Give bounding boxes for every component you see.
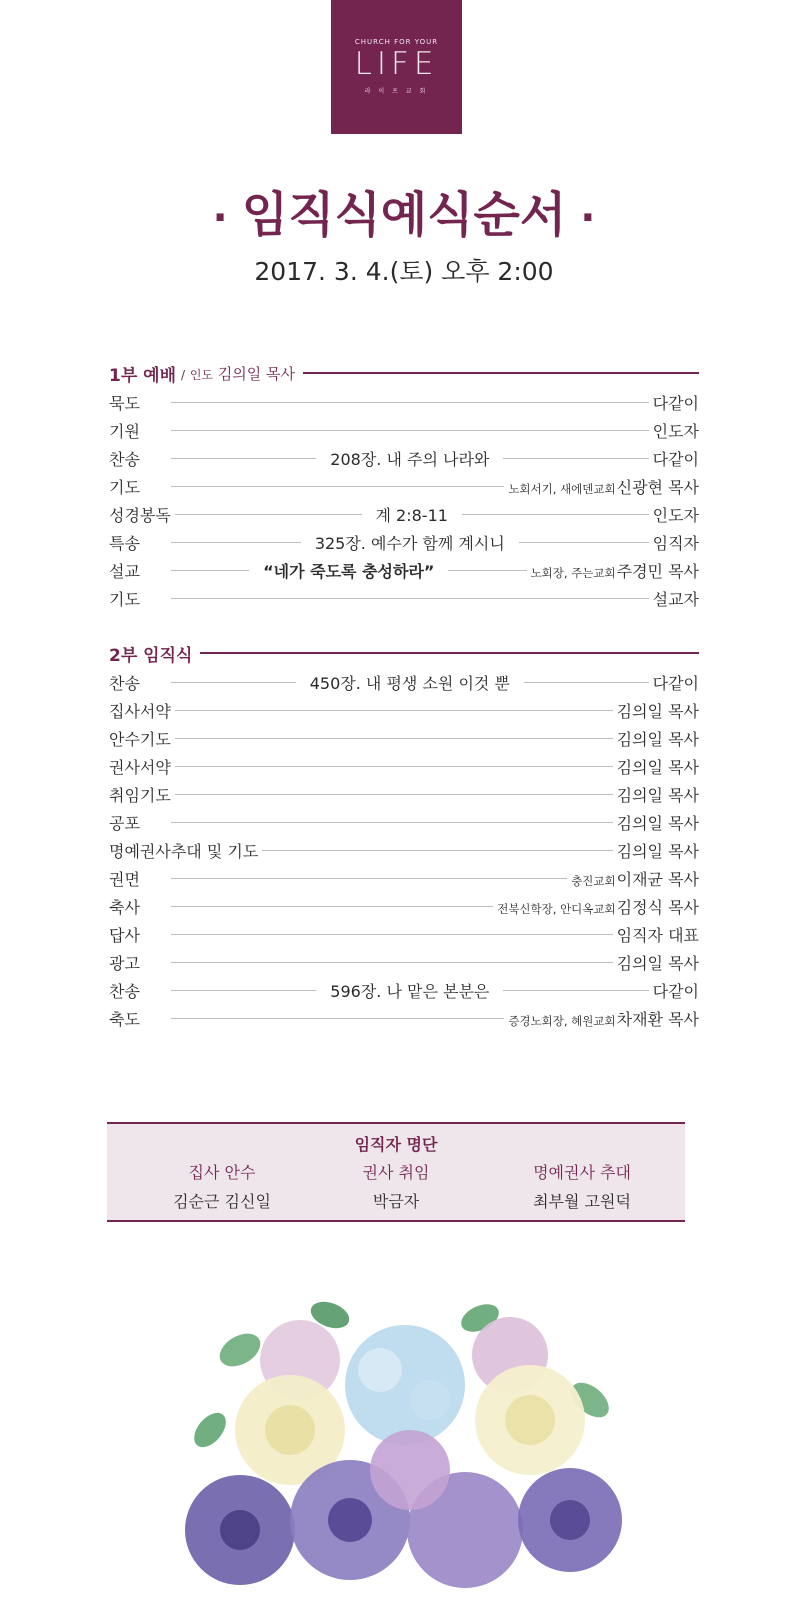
program-row	[109, 752, 699, 780]
dotted-leader	[448, 570, 526, 571]
dotted-leader	[171, 822, 613, 823]
row-person-name: 임직자 대표	[616, 925, 699, 945]
dotted-leader	[171, 906, 493, 907]
program-row	[109, 668, 699, 696]
row-label: 집사서약	[109, 701, 171, 721]
row-detail: 계 2:8-11	[375, 505, 448, 525]
row-person	[617, 839, 699, 862]
row-detail: 325장. 예수가 함께 계시니	[314, 533, 505, 553]
row-detail: 450장. 내 평생 소원 이것 뿐	[309, 673, 510, 693]
row-person	[508, 475, 699, 498]
row-affiliation: 충진교회	[571, 873, 616, 888]
row-detail: “네가 죽도록 충성하라”	[263, 561, 435, 581]
dotted-leader	[503, 458, 648, 459]
row-label: 권면	[109, 869, 140, 889]
row-person-name: 이재균 목사	[616, 869, 699, 889]
program-row	[109, 864, 699, 892]
row-person-name: 김의일 목사	[616, 701, 699, 721]
roster-title: 임직자 명단	[354, 1135, 438, 1154]
row-person-name: 김정식 목사	[616, 897, 699, 917]
program-row	[109, 696, 699, 724]
roster-names: 최부월 고원덕	[533, 1192, 631, 1211]
row-label: 광고	[109, 953, 140, 973]
row-person-name: 김의일 목사	[616, 953, 699, 973]
page-title	[0, 185, 808, 248]
part1-section	[109, 360, 699, 612]
dotted-leader	[171, 402, 649, 403]
row-person-name: 신광현 목사	[616, 477, 699, 497]
row-label: 설교	[109, 561, 140, 581]
dotted-leader	[175, 766, 613, 767]
dotted-leader	[175, 514, 362, 515]
row-person-name: 차재환 목사	[616, 1009, 699, 1029]
title-dot-left: ·	[212, 195, 228, 241]
row-label: 권사서약	[109, 757, 171, 777]
row-person	[617, 951, 699, 974]
program-row	[109, 416, 699, 444]
program-row	[109, 976, 699, 1004]
row-person-name: 인도자	[652, 421, 699, 441]
dotted-leader	[171, 430, 649, 431]
part1-leader	[181, 363, 295, 384]
row-label: 묵도	[109, 393, 140, 413]
title-text: 임직식예식순서	[241, 187, 567, 243]
dotted-leader	[519, 542, 649, 543]
roster-column-kwonsa	[301, 1160, 491, 1212]
dotted-leader	[171, 878, 567, 879]
part1-header-rule	[303, 372, 699, 374]
row-person-name: 김의일 목사	[616, 841, 699, 861]
row-label: 찬송	[109, 673, 140, 693]
dotted-leader	[171, 486, 504, 487]
row-label: 답사	[109, 925, 140, 945]
row-person	[653, 587, 699, 610]
row-person-name: 다같이	[652, 393, 699, 413]
dotted-leader	[171, 934, 613, 935]
row-person-name: 주경민 목사	[616, 561, 700, 581]
row-person	[508, 1007, 699, 1030]
row-person	[653, 391, 699, 414]
program-row	[109, 1004, 699, 1032]
roster-category: 집사 안수	[188, 1163, 256, 1182]
dotted-leader	[175, 710, 613, 711]
part1-title: 1부 예배	[109, 365, 177, 386]
row-person	[531, 559, 699, 582]
program-row	[109, 528, 699, 556]
part2-header	[109, 640, 699, 666]
church-logo	[331, 0, 462, 134]
row-person-name: 설교자	[652, 589, 699, 609]
row-affiliation: 증경노회장, 혜원교회	[508, 1013, 616, 1028]
row-label: 축사	[109, 897, 140, 917]
dotted-leader	[175, 794, 613, 795]
row-label: 기원	[109, 421, 140, 441]
dotted-leader	[171, 682, 296, 683]
row-person-name: 임직자	[652, 533, 699, 553]
row-person	[617, 699, 699, 722]
row-person	[653, 503, 699, 526]
row-affiliation: 전북신학장, 안디옥교회	[497, 901, 616, 916]
roster-names: 박금자	[372, 1192, 420, 1211]
row-label: 축도	[109, 1009, 140, 1029]
roster-column-honorary	[487, 1160, 677, 1212]
row-person	[571, 867, 699, 890]
row-label: 찬송	[109, 981, 140, 1001]
row-label: 기도	[109, 477, 140, 497]
dotted-leader	[503, 990, 648, 991]
program-row	[109, 892, 699, 920]
part2-header-rule	[200, 652, 699, 654]
logo-tagline: CHURCH FOR YOUR	[354, 38, 439, 46]
row-label: 특송	[109, 533, 140, 553]
dotted-leader	[175, 738, 613, 739]
row-person	[617, 755, 699, 778]
flower-bouquet-image	[180, 1290, 630, 1600]
title-dot-right: ·	[580, 195, 596, 241]
dotted-leader	[171, 1018, 504, 1019]
roster-category: 명예권사 추대	[533, 1163, 631, 1182]
roster-names: 김순근 김신일	[173, 1192, 271, 1211]
row-person	[653, 979, 699, 1002]
row-affiliation: 노회서기, 새에덴교회	[508, 481, 616, 496]
row-person-name: 김의일 목사	[616, 813, 699, 833]
program-row	[109, 920, 699, 948]
dotted-leader	[171, 570, 249, 571]
part1-rows	[109, 388, 699, 612]
row-person-name: 다같이	[652, 673, 700, 693]
row-person-name: 김의일 목사	[616, 729, 699, 749]
part2-section	[109, 640, 699, 1032]
row-affiliation: 노회장, 주는교회	[530, 565, 616, 580]
row-person-name: 인도자	[652, 505, 700, 525]
dotted-leader	[262, 850, 612, 851]
row-person	[497, 895, 699, 918]
row-label: 취임기도	[109, 785, 171, 805]
part2-rows	[109, 668, 699, 1032]
dotted-leader	[171, 962, 613, 963]
program-row	[109, 500, 699, 528]
program-row	[109, 836, 699, 864]
ordinee-roster	[107, 1122, 685, 1222]
row-person-name: 다같이	[652, 981, 700, 1001]
row-person	[653, 419, 699, 442]
row-person	[653, 671, 699, 694]
part1-slash: /	[181, 367, 186, 382]
row-person-name: 다같이	[652, 449, 700, 469]
row-detail: 208장. 내 주의 나라와	[330, 449, 490, 469]
row-label: 기도	[109, 589, 140, 609]
program-row	[109, 948, 699, 976]
event-date: 2017. 3. 4.(토) 오후 2:00	[254, 257, 554, 286]
row-label: 명예권사추대 및 기도	[109, 841, 259, 861]
dotted-leader	[171, 990, 316, 991]
dotted-leader	[171, 598, 649, 599]
part2-title: 2부 임직식	[109, 645, 193, 666]
roster-column-deacon	[127, 1160, 317, 1212]
row-detail: 596장. 나 맡은 본분은	[330, 981, 490, 1001]
program-row	[109, 724, 699, 752]
row-person-name: 김의일 목사	[616, 785, 699, 805]
part1-header	[109, 360, 699, 386]
row-person-name: 김의일 목사	[616, 757, 699, 777]
program-row	[109, 444, 699, 472]
program-row	[109, 556, 699, 584]
row-person	[617, 727, 699, 750]
dotted-leader	[524, 682, 649, 683]
row-label: 공포	[109, 813, 140, 833]
program-row	[109, 584, 699, 612]
part1-leader-name: 김의일 목사	[217, 364, 296, 383]
row-person	[653, 447, 699, 470]
row-label: 성경봉독	[109, 505, 171, 525]
program-row	[109, 388, 699, 416]
dotted-leader	[171, 458, 316, 459]
row-label: 찬송	[109, 449, 140, 469]
program-row	[109, 808, 699, 836]
dotted-leader	[462, 514, 649, 515]
program-row	[109, 472, 699, 500]
logo-korean: 라 이 프 교 회	[364, 88, 429, 95]
row-person	[653, 531, 699, 554]
dotted-leader	[171, 542, 301, 543]
logo-wordmark: LIFE	[354, 46, 439, 82]
part1-leader-label: 인도	[189, 367, 214, 382]
program-row	[109, 780, 699, 808]
row-person	[617, 783, 699, 806]
row-person	[617, 923, 699, 946]
roster-category: 권사 취임	[362, 1163, 430, 1182]
row-person	[617, 811, 699, 834]
row-label: 안수기도	[109, 729, 171, 749]
